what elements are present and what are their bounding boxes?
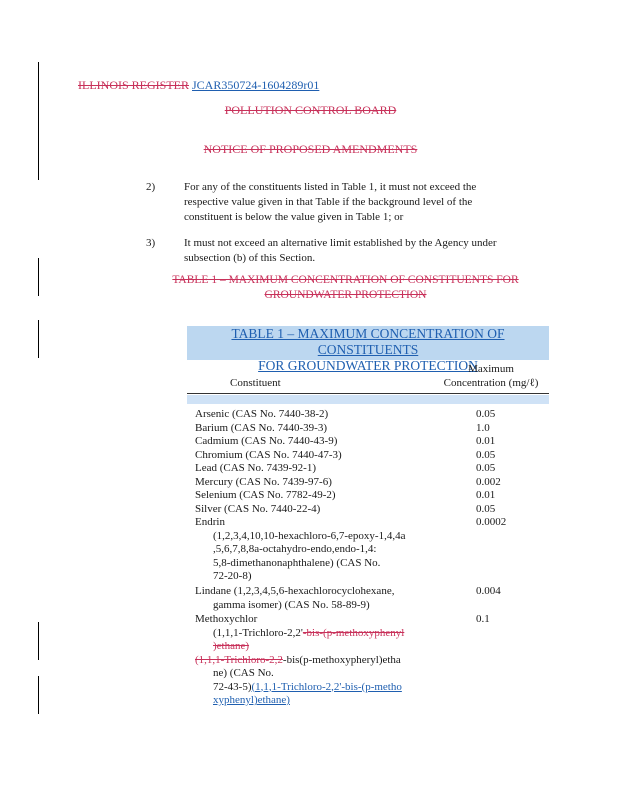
change-bar [38,676,39,714]
table-row: Cadmium (CAS No. 7440-43-9) 0.01 [195,435,496,447]
table-band [187,395,549,404]
col-header-max-line: Concentration (mg/ℓ) [443,377,539,389]
item-number: 2) [146,181,156,193]
methoxychlor-line: )ethane) [213,640,250,652]
col-header-constituent: Constituent [230,377,281,389]
change-bar [38,320,39,358]
change-bar [38,622,39,660]
col-header-max [432,362,550,390]
lindane-line: gamma isomer) (CAS No. 58-89-9) [213,598,370,611]
endrin-name: Endrin [195,516,225,528]
register-inserted: JCAR350724-1604289r01 [192,78,320,92]
register-header [78,78,319,93]
table-rule [187,393,549,394]
lindane-line: Lindane (1,2,3,4,5,6-hexachlorocyclohexane, [195,585,395,597]
item-text [184,236,544,266]
table-row: Arsenic (CAS No. 7440-38-2) 0.05 [195,408,496,420]
item-line: constituent is below the value given in Table 1; or [184,211,404,223]
endrin-detail: 72-20-8) [213,570,252,582]
methoxychlor-line: xyphenyl)ethane) [213,694,290,706]
old-title-line: GROUNDWATER PROTECTION [264,289,427,301]
item-line: respective value given in that Table if the background level of the [184,196,473,208]
col-header-max-line: Maximum [468,363,514,375]
methoxychlor-line: ne) (CAS No. [213,667,274,679]
old-table-title [0,273,621,303]
table-row-lindane [195,585,555,612]
item-line: subsection (b) of this Section. [184,252,316,264]
item-line: It must not exceed an alternative limit established by the Agency under [184,237,497,249]
item-line: For any of the constituents listed in Table 1, it must not exceed the [184,181,477,193]
notice-title: NOTICE OF PROPOSED AMENDMENTS [203,142,418,156]
table-row: Barium (CAS No. 7440-39-3) 1.0 [195,421,490,434]
table-row: Lead (CAS No. 7439-92-1) 0.05 [195,462,496,474]
table-row-endrin [195,516,555,584]
methoxychlor-line: 72-43-5)(1,1,1-Trichloro-2,2'-bis-(p-metho [213,680,402,693]
methoxychlor-line: (1,1,1-Trichloro-2,2-bis(p-methoxypheryl)etha [195,653,401,666]
item-text [184,180,544,225]
lindane-value: 0.004 [476,585,501,597]
table-row-methoxychlor [195,613,555,708]
caption-line: FOR GROUNDWATER PROTECTION [258,358,478,373]
endrin-detail: (1,2,3,4,10,10-hexachloro-6,7-epoxy-1,4,4a [213,529,406,542]
endrin-value: 0.0002 [476,516,507,528]
table-row: Mercury (CAS No. 7439-97-6) 0.002 [195,475,501,488]
table-row: Selenium (CAS No. 7782-49-2) 0.01 [195,489,496,501]
register-deleted: ILLINOIS REGISTER [78,78,189,92]
methoxychlor-value: 0.1 [476,613,490,625]
table-caption [187,326,549,373]
endrin-detail: ,5,6,7,8,8a-octahydro-endo,endo-1,4: [213,543,377,555]
endrin-detail: 5,8-dimethanonaphthalene) (CAS No. [213,556,381,569]
methoxychlor-name: Methoxychlor [195,613,258,625]
caption-line: TABLE 1 – MAXIMUM CONCENTRATION OF CONSTITUENTS [231,326,505,357]
change-bar [38,62,39,180]
item-number: 3) [146,237,156,249]
methoxychlor-line: (1,1,1-Trichloro-2,2'-bis-(p-methoxyphenyl [213,626,405,639]
table-row: Chromium (CAS No. 7440-47-3) 0.05 [195,448,496,461]
board-name: POLLUTION CONTROL BOARD [224,103,397,117]
table-row: Silver (CAS No. 7440-22-4) 0.05 [195,502,496,515]
old-title-line: TABLE 1 – MAXIMUM CONCENTRATION OF CONSTITUENTS FOR [172,274,519,286]
